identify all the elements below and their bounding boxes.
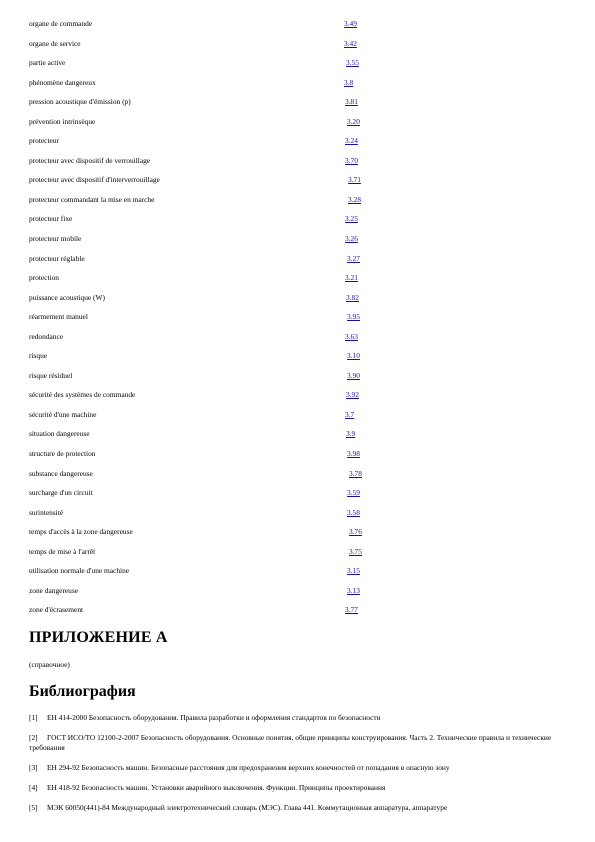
index-ref-link[interactable]: 3.90	[347, 370, 360, 380]
annex-note: (справочное)	[29, 660, 70, 669]
index-ref-link[interactable]: 3.59	[347, 488, 360, 498]
index-row	[29, 37, 569, 57]
annex-heading: ПРИЛОЖЕНИЕ А	[29, 629, 168, 646]
index-ref-link[interactable]: 3.20	[347, 116, 360, 126]
index-ref-link[interactable]: 3.75	[349, 546, 362, 556]
index-row	[29, 310, 569, 330]
index-ref-link[interactable]: 3.42	[344, 38, 357, 48]
index-row	[29, 193, 569, 213]
bibliography-number: [2]	[29, 733, 38, 742]
index-row	[29, 584, 569, 604]
index-ref-link[interactable]: 3.27	[347, 253, 360, 263]
index-ref-link[interactable]: 3.8	[344, 77, 354, 87]
index-ref-link[interactable]: 3.26	[345, 234, 358, 244]
index-row	[29, 545, 569, 565]
index-ref-link[interactable]: 3.70	[345, 155, 358, 165]
index-term: zone d'écrasement	[29, 605, 84, 615]
index-row	[29, 603, 569, 623]
bibliography-text: ЕН 414-2000 Безопасность оборудования. Правила разработки и оформления стандартов по безопасности	[47, 713, 381, 722]
bibliography-item	[29, 763, 569, 773]
bibliography-item	[29, 713, 569, 723]
index-row	[29, 212, 569, 232]
index-row	[29, 564, 569, 584]
index-term: pression acoustique d'émission (p)	[29, 97, 131, 107]
index-row	[29, 115, 569, 135]
index-term: utilisation normale d'une machine	[29, 566, 130, 576]
index-term: zone dangereuse	[29, 585, 79, 595]
index-term: sécurité d'une machine	[29, 409, 97, 419]
index-row	[29, 330, 569, 350]
index-term: sécurité des systèmes de commande	[29, 390, 136, 400]
bibliography-number: [3]	[29, 763, 38, 772]
index-row	[29, 427, 569, 447]
index-term: puissance acoustique (W)	[29, 292, 105, 302]
index-row	[29, 388, 569, 408]
index-term: temps d'accès à la zone dangereuse	[29, 527, 133, 537]
bibliography-number: [4]	[29, 783, 38, 792]
bibliography-number: [1]	[29, 713, 38, 722]
index-row	[29, 349, 569, 369]
index-row	[29, 56, 569, 76]
index-ref-link[interactable]: 3.15	[347, 566, 360, 576]
index-ref-link[interactable]: 3.78	[349, 468, 362, 478]
bibliography-item	[29, 803, 569, 813]
index-row	[29, 154, 569, 174]
index-term: partie active	[29, 58, 66, 68]
index-term: risque résiduel	[29, 370, 73, 380]
index-term: redondance	[29, 331, 64, 341]
index-ref-link[interactable]: 3.13	[347, 585, 360, 595]
bibliography-item	[29, 783, 569, 793]
term-index-list	[29, 17, 569, 623]
bibliography-heading: Библиография	[29, 683, 136, 700]
index-term: protecteur avec dispositif d'interverrouillage	[29, 175, 160, 185]
index-row	[29, 232, 569, 252]
bibliography-text: ГОСТ ИСО/ТО 12100-2-2007 Безопасность оборудования. Основные понятия, общие принципы конструирования. Часть 2. Технические правила и технические требования	[29, 733, 552, 752]
index-row	[29, 134, 569, 154]
index-ref-link[interactable]: 3.9	[346, 429, 356, 439]
index-ref-link[interactable]: 3.92	[346, 390, 359, 400]
index-ref-link[interactable]: 3.24	[345, 136, 358, 146]
index-ref-link[interactable]: 3.55	[346, 58, 359, 68]
index-term: protecteur mobile	[29, 234, 82, 244]
index-ref-link[interactable]: 3.98	[347, 449, 360, 459]
index-term: réarmement manuel	[29, 312, 88, 322]
index-row	[29, 173, 569, 193]
bibliography-number: [5]	[29, 803, 38, 812]
index-term: risque	[29, 351, 48, 361]
index-term: situation dangereuse	[29, 429, 90, 439]
index-term: protection	[29, 273, 59, 283]
index-row	[29, 506, 569, 526]
index-ref-link[interactable]: 3.63	[345, 331, 358, 341]
index-row	[29, 271, 569, 291]
index-row	[29, 252, 569, 272]
index-ref-link[interactable]: 3.49	[344, 19, 357, 28]
index-term: temps de mise à l'arrêt	[29, 546, 96, 556]
index-row	[29, 95, 569, 115]
index-ref-link[interactable]: 3.7	[345, 409, 355, 419]
index-row	[29, 291, 569, 311]
index-term: protecteur avec dispositif de verrouillage	[29, 155, 151, 165]
index-row	[29, 408, 569, 428]
index-ref-link[interactable]: 3.71	[348, 175, 361, 185]
bibliography-text: ЕН 294-92 Безопасность машин. Безопасные расстояния для предохранения верхних конечностей от попадания в опасную зону	[47, 763, 450, 772]
bibliography-text: МЭК 60050(441)-84 Международный электротехнический словарь (МЭС). Глава 441. Коммутационная аппаратура, аппаратуре	[47, 803, 448, 812]
index-ref-link[interactable]: 3.25	[345, 214, 358, 224]
index-row	[29, 369, 569, 389]
index-term: protecteur fixe	[29, 214, 73, 224]
index-term: protecteur commandant la mise en marche	[29, 194, 155, 204]
index-ref-link[interactable]: 3.82	[346, 292, 359, 302]
index-ref-link[interactable]: 3.81	[345, 97, 358, 107]
bibliography-text: ЕН 418-92 Безопасность машин. Установки аварийного выключения. Функции. Принципы проектирования	[47, 783, 386, 792]
index-term: protecteur réglable	[29, 253, 85, 263]
index-term: substance dangereuse	[29, 468, 93, 478]
index-ref-link[interactable]: 3.58	[347, 507, 360, 517]
index-row	[29, 525, 569, 545]
index-term: protecteur	[29, 136, 59, 146]
index-ref-link[interactable]: 3.76	[349, 527, 362, 537]
index-row	[29, 486, 569, 506]
index-row	[29, 467, 569, 487]
index-term: organe de service	[29, 38, 81, 48]
index-term: surintensité	[29, 507, 64, 517]
bibliography-list	[29, 713, 569, 823]
index-term: organe de commande	[29, 19, 93, 28]
index-row	[29, 76, 569, 96]
index-ref-link[interactable]: 3.77	[345, 605, 358, 615]
bibliography-item	[29, 733, 569, 753]
index-row	[29, 447, 569, 467]
index-term: phénomène dangereux	[29, 77, 96, 87]
index-row	[29, 17, 569, 37]
index-term: structure de protection	[29, 449, 96, 459]
index-term: surcharge d'un circuit	[29, 488, 93, 498]
index-ref-link[interactable]: 3.21	[345, 273, 358, 283]
index-term: prévention intrinsèque	[29, 116, 96, 126]
index-ref-link[interactable]: 3.95	[347, 312, 360, 322]
index-ref-link[interactable]: 3.28	[348, 194, 361, 204]
index-ref-link[interactable]: 3.10	[347, 351, 360, 361]
